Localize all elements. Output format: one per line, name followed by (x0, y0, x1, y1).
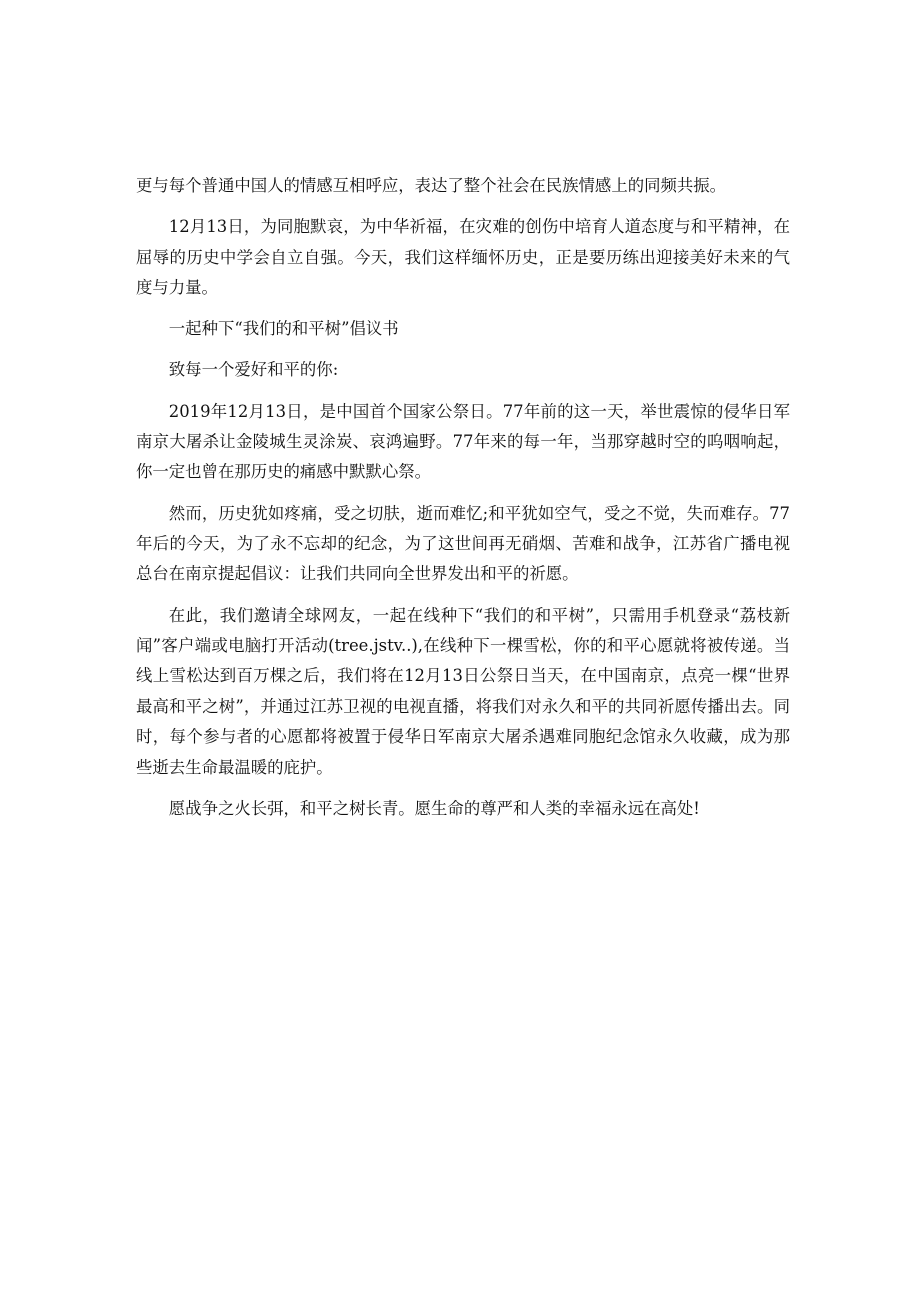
proposal-salutation: 致每一个爱好和平的你: (168, 360, 339, 380)
paragraph-invitation: 在此，我们邀请全球网友，一起在线种下“我们的和平树”，只需用手机登录“荔枝新闻”客户端或电脑打开活动(tree.jstv..),在线种下一棵雪松，你的和平心愿就将被传递。当线上雪松达到百万棵之后，我们将在12月13日公祭日当天，在中国南京，点亮一棵“世界最高和平之树”，并通过江苏卫视的电视直播，将我们对永久和平的共同祈愿传播出去。同时，每个参与者的心愿都将被置于侵华日军南京大屠杀遇难同胞纪念馆永久收藏，成为那些逝去生命最温暖的庇护。 (136, 605, 790, 777)
paragraph-memorial-day: 12月13日，为同胞默哀，为中华祈福，在灾难的创伤中培育人道态度与和平精神，在屈辱的历史中学会自立自强。今天，我们这样缅怀历史，正是要历练出迎接美好未来的气度与力量。 (136, 217, 790, 298)
paragraph-closing-wish: 愿战争之火长弭，和平之树长青。愿生命的尊严和人类的幸福永远在高处! (168, 798, 700, 818)
paragraph-history: 2019年12月13日，是中国首个国家公祭日。77年前的这一天，举世震惊的侵华日军南京大屠杀让金陵城生灵涂炭、哀鸿遍野。77年来的每一年，当那穿越时空的呜咽响起，你一定也曾在那历史的痛感中默默心祭。 (136, 401, 790, 482)
paragraph-continuation: 更与每个普通中国人的情感互相呼应，表达了整个社会在民族情感上的同频共振。 (136, 176, 727, 195)
proposal-title: 一起种下“我们的和平树”倡议书 (168, 319, 399, 339)
paragraph-peace: 然而，历史犹如疼痛，受之切肤，逝而难忆;和平犹如空气，受之不觉，失而难存。77年后的今天，为了永不忘却的纪念，为了这世间再无硝烟、苦难和战争，江苏省广播电视总台在南京提起倡议：让我们共同向全世界发出和平的祈愿。 (136, 503, 790, 584)
document-body (136, 171, 790, 835)
